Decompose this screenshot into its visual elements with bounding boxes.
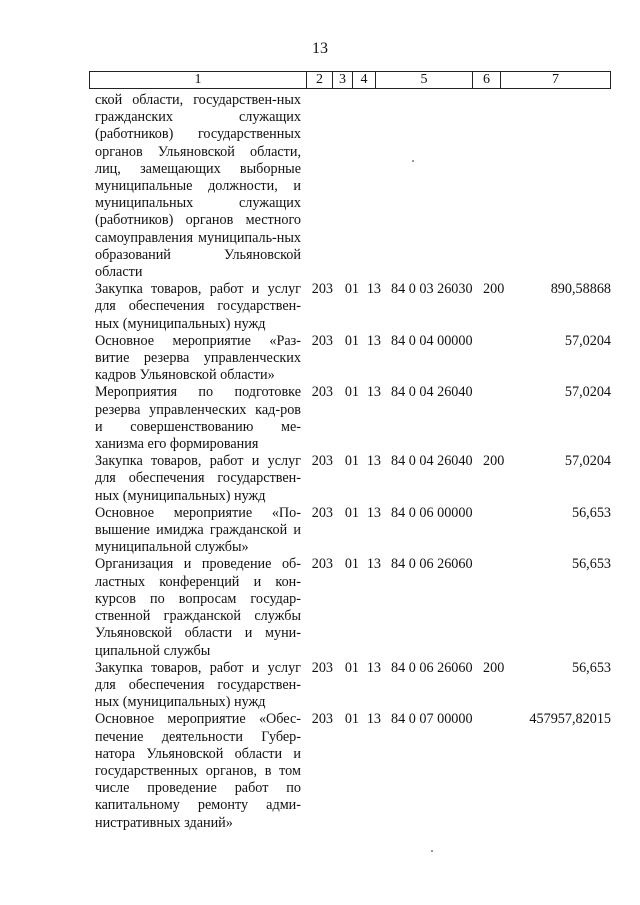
table-row [95, 333, 615, 385]
row-col-3 [333, 92, 359, 281]
row-col-5: 84 0 04 26040 [391, 453, 473, 470]
row-name: Основное мероприятие «Обес-печение деятельности Губер-натора Ульяновской области и государственных органов, в том числе проведение работ по капитальному ремонту адми-нистративных зданий» [95, 711, 301, 831]
row-col-2: 203 [311, 556, 333, 573]
table-row [95, 92, 615, 281]
table-row [95, 281, 615, 333]
row-col-7: 57,0204 [564, 453, 611, 470]
row-col-7: 457957,82015 [529, 711, 611, 728]
header-col-7: 7 [552, 72, 559, 87]
row-col-6: 200 [483, 659, 505, 676]
row-col-6 [483, 505, 509, 557]
row-col-4: 13 [366, 556, 381, 573]
row-col-6: 200 [483, 453, 505, 470]
row-col-6 [483, 556, 509, 659]
scan-speck [412, 160, 414, 162]
row-name: Основное мероприятие «Раз-витие резерва управленческих кадров Ульяновской области» [95, 332, 301, 384]
table-row [95, 660, 615, 712]
row-col-5: 84 0 06 26060 [391, 556, 473, 573]
row-col-3: 01 [344, 384, 359, 401]
page-number: 13 [312, 40, 328, 57]
row-name: Закупка товаров, работ и услуг для обеспечения государствен-ных (муниципальных) нужд [95, 659, 301, 711]
header-col-1: 1 [90, 72, 307, 88]
header-col-2: 2 [307, 72, 333, 88]
row-name: Основное мероприятие «По-вышение имиджа гражданской и муниципальной службы» [95, 504, 301, 556]
row-col-2: 203 [311, 504, 333, 521]
row-col-7: 57,0204 [564, 384, 611, 401]
row-col-2 [301, 92, 333, 281]
row-col-4: 13 [366, 504, 381, 521]
row-name: Мероприятия по подготовке резерва управленческих кад-ров и совершенствованию ме-ханизма его формирования [95, 384, 301, 453]
row-col-5: 84 0 06 26060 [391, 659, 473, 676]
table-row [95, 384, 615, 453]
header-col-4: 4 [353, 72, 376, 88]
table-row [95, 711, 615, 831]
row-col-4: 13 [366, 659, 381, 676]
table-row [95, 505, 615, 557]
row-col-2: 203 [311, 659, 333, 676]
row-col-4: 13 [366, 332, 381, 349]
row-col-4 [359, 92, 381, 281]
header-col-5: 5 [376, 72, 473, 88]
row-col-2: 203 [311, 453, 333, 470]
row-name: ской области, государствен-ных гражданских служащих (работников) государственных органов Ульяновской области, лиц, замещающих выборные муниципальные должности, и муниципальных служащих (работников) органов местного самоуправления муниципаль-ных образований Ульяновской области [95, 92, 301, 281]
row-name: Закупка товаров, работ и услуг для обеспечения государствен-ных (муниципальных) нужд [95, 281, 301, 332]
row-col-7 [509, 92, 611, 281]
row-col-3: 01 [344, 453, 359, 470]
table-header [89, 71, 611, 89]
row-col-5: 84 0 03 26030 [391, 281, 473, 298]
row-col-5: 84 0 06 00000 [391, 504, 473, 521]
row-col-7: 57,0204 [564, 332, 611, 349]
row-col-4: 13 [366, 711, 381, 728]
row-col-3: 01 [344, 504, 359, 521]
table-row [95, 556, 615, 659]
row-col-3: 01 [344, 659, 359, 676]
row-col-4: 13 [366, 384, 381, 401]
row-col-6 [483, 384, 509, 453]
row-col-7: 56,653 [571, 556, 611, 573]
row-col-3: 01 [344, 281, 359, 298]
row-col-5: 84 0 07 00000 [391, 711, 473, 728]
row-col-3: 01 [344, 332, 359, 349]
row-col-6 [483, 92, 509, 281]
row-col-7: 890,58868 [550, 281, 611, 298]
table-body [95, 92, 615, 832]
row-col-2: 203 [311, 711, 333, 728]
row-col-6: 200 [483, 281, 505, 298]
row-col-3: 01 [344, 556, 359, 573]
row-col-5: 84 0 04 00000 [391, 332, 473, 349]
row-col-7: 56,653 [571, 659, 611, 676]
row-col-4: 13 [366, 453, 381, 470]
table-row [95, 453, 615, 505]
row-col-4: 13 [366, 281, 381, 298]
row-name: Организация и проведение об-ластных конференций и кон-курсов по вопросам государ-ственной гражданской службы Ульяновской области и муни-ципальной службы [95, 556, 301, 659]
row-col-2: 203 [311, 332, 333, 349]
scan-speck [431, 850, 433, 852]
row-name: Закупка товаров, работ и услуг для обеспечения государствен-ных (муниципальных) нужд [95, 453, 301, 504]
row-col-5: 84 0 04 26040 [391, 384, 473, 401]
row-col-6 [483, 333, 509, 385]
row-col-2: 203 [311, 281, 333, 298]
row-col-2: 203 [311, 384, 333, 401]
row-col-6 [483, 711, 509, 831]
row-col-5 [381, 92, 483, 281]
header-col-3: 3 [333, 72, 353, 88]
header-col-6: 6 [473, 72, 501, 88]
row-col-7: 56,653 [571, 504, 611, 521]
row-col-3: 01 [344, 711, 359, 728]
